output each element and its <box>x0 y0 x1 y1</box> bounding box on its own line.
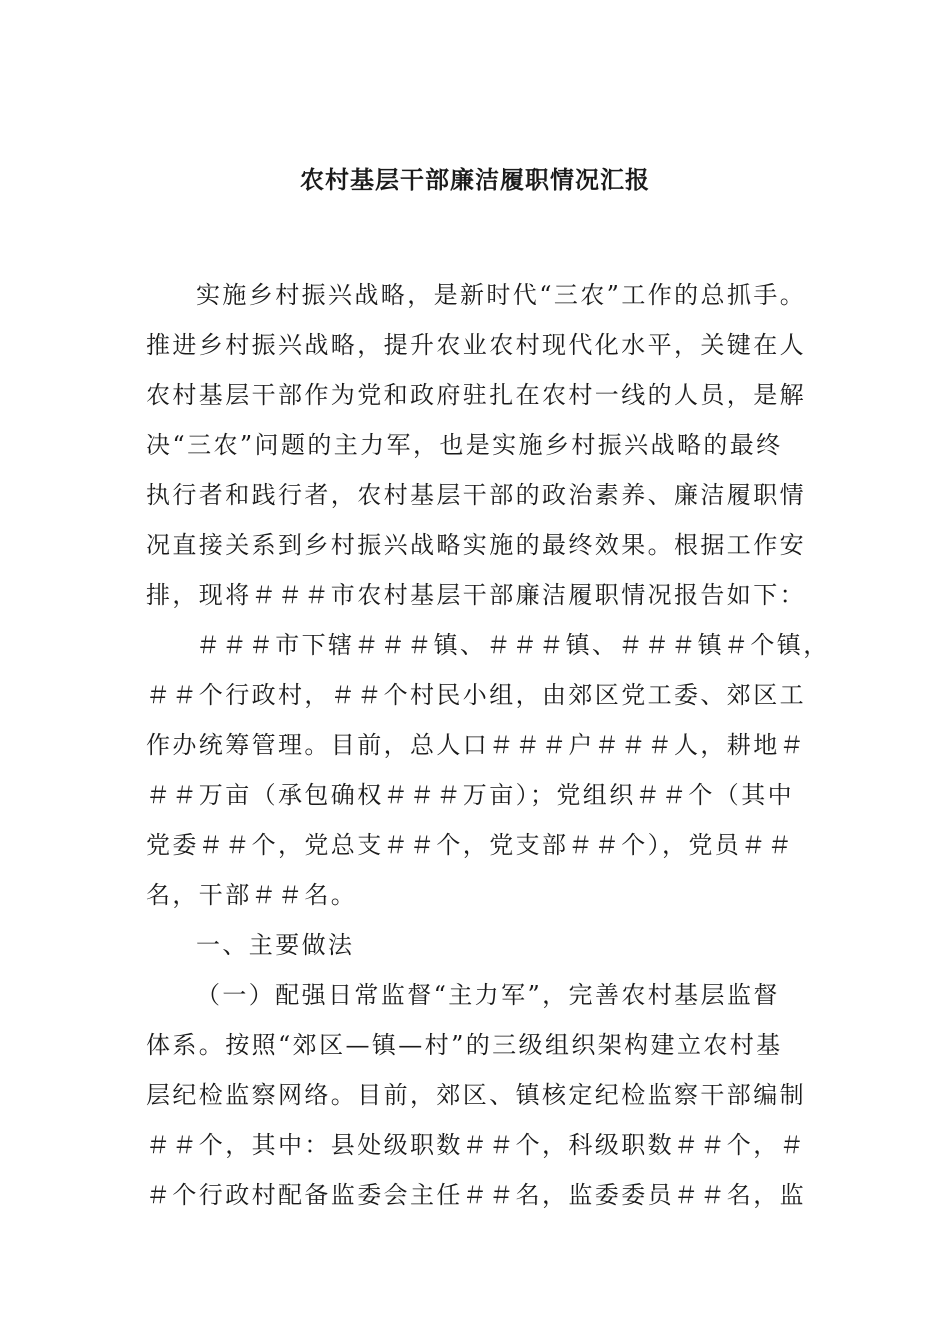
document-title: 农村基层干部廉洁履职情况汇报 <box>300 165 650 194</box>
document-body <box>146 270 830 1220</box>
text-line: 层纪检监察网络。目前，郊区、镇核定纪检监察干部编制 <box>146 1081 806 1109</box>
text-line: （一）配强日常监督“主力军”，完善农村基层监督 <box>196 981 780 1009</box>
text-line: 名，干部＃＃名。 <box>146 881 358 909</box>
text-line: 排，现将＃＃＃市农村基层干部廉洁履职情况报告如下： <box>146 581 806 609</box>
text-line: ＃＃个，其中：县处级职数＃＃个，科级职数＃＃个，＃ <box>146 1131 806 1159</box>
text-line: 农村基层干部作为党和政府驻扎在农村一线的人员，是解 <box>146 381 806 409</box>
text-line: ＃个行政村配备监委会主任＃＃名，监委委员＃＃名，监 <box>146 1181 806 1209</box>
text-line: 党委＃＃个，党总支＃＃个，党支部＃＃个），党员＃＃ <box>146 831 794 859</box>
section-heading: 一、主要做法 <box>196 931 355 959</box>
text-line: 实施乡村振兴战略，是新时代“三农”工作的总抓手。 <box>196 281 807 309</box>
text-line: 决“三农”问题的主力军，也是实施乡村振兴战略的最终 <box>146 431 783 459</box>
text-line: 推进乡村振兴战略，提升农业农村现代化水平，关键在人 <box>146 331 806 359</box>
text-line: 况直接关系到乡村振兴战略实施的最终效果。根据工作安 <box>146 531 806 559</box>
text-line: ＃＃＃市下辖＃＃＃镇、＃＃＃镇、＃＃＃镇＃个镇， <box>196 631 830 659</box>
text-line: 执行者和践行者，农村基层干部的政治素养、廉洁履职情 <box>146 481 806 509</box>
text-line: ＃＃个行政村，＃＃个村民小组，由郊区党工委、郊区工 <box>146 681 806 709</box>
text-line: 作办统筹管理。目前，总人口＃＃＃户＃＃＃人，耕地＃ <box>146 731 806 759</box>
text-line: 体系。按照“郊区—镇—村”的三级组织架构建立农村基 <box>146 1031 783 1059</box>
text-line: ＃＃万亩（承包确权＃＃＃万亩）；党组织＃＃个（其中 <box>146 781 794 809</box>
